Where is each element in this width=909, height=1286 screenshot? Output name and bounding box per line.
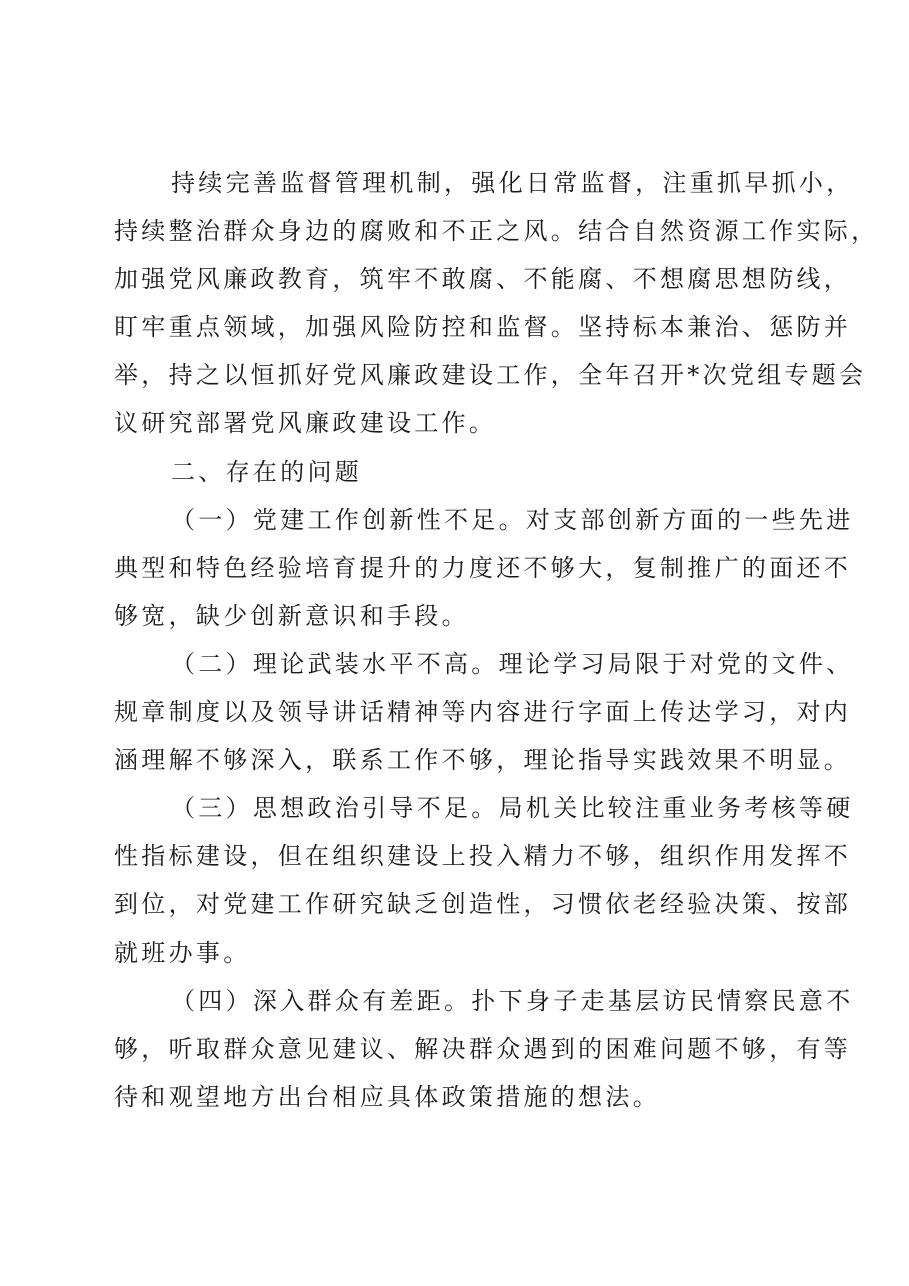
paragraph-line: 涵理解不够深入，联系工作不够，理论指导实践效果不明显。	[114, 746, 852, 775]
paragraph-line: 议研究部署党风廉政建设工作。	[114, 409, 497, 438]
paragraph-line: 够，听取群众意见建议、解决群众遇到的困难问题不够，有等	[114, 1034, 852, 1063]
paragraph-line: 性指标建设，但在组织建设上投入精力不够，组织作用发挥不	[114, 842, 852, 871]
document-body	[114, 159, 879, 1121]
paragraph-line: （四）深入群众有差距。扑下身子走基层访民情察民意不	[171, 986, 854, 1015]
paragraph-line: 持续整治群众身边的腐败和不正之风。结合自然资源工作实际，	[114, 217, 879, 246]
paragraph-line: 加强党风廉政教育，筑牢不敢腐、不能腐、不想腐思想防线，	[114, 265, 852, 294]
paragraph-line: 持续完善监督管理机制，强化日常监督，注重抓早抓小，	[171, 169, 854, 197]
paragraph-line: （三）思想政治引导不足。局机关比较注重业务考核等硬	[171, 794, 854, 823]
paragraph-line: 就班办事。	[114, 938, 251, 967]
paragraph-line: （二）理论武装水平不高。理论学习局限于对党的文件、	[171, 649, 854, 678]
paragraph-line: 到位，对党建工作研究缺乏创造性，习惯依老经验决策、按部	[114, 890, 852, 919]
paragraph-line: （一）党建工作创新性不足。对支部创新方面的一些先进	[171, 505, 854, 534]
paragraph-line: 盯牢重点领域，加强风险防控和监督。坚持标本兼治、惩防并	[114, 313, 852, 342]
section-heading: 二、存在的问题	[171, 457, 363, 486]
paragraph-line: 够宽，缺少创新意识和手段。	[114, 601, 469, 630]
paragraph-line: 典型和特色经验培育提升的力度还不够大，复制推广的面还不	[114, 553, 852, 582]
paragraph-line: 规章制度以及领导讲话精神等内容进行字面上传达学习，对内	[114, 698, 852, 727]
paragraph-line: 举，持之以恒抓好党风廉政建设工作，全年召开*次党组专题会	[114, 361, 867, 390]
paragraph-line: 待和观望地方出台相应具体政策措施的想法。	[114, 1082, 660, 1111]
